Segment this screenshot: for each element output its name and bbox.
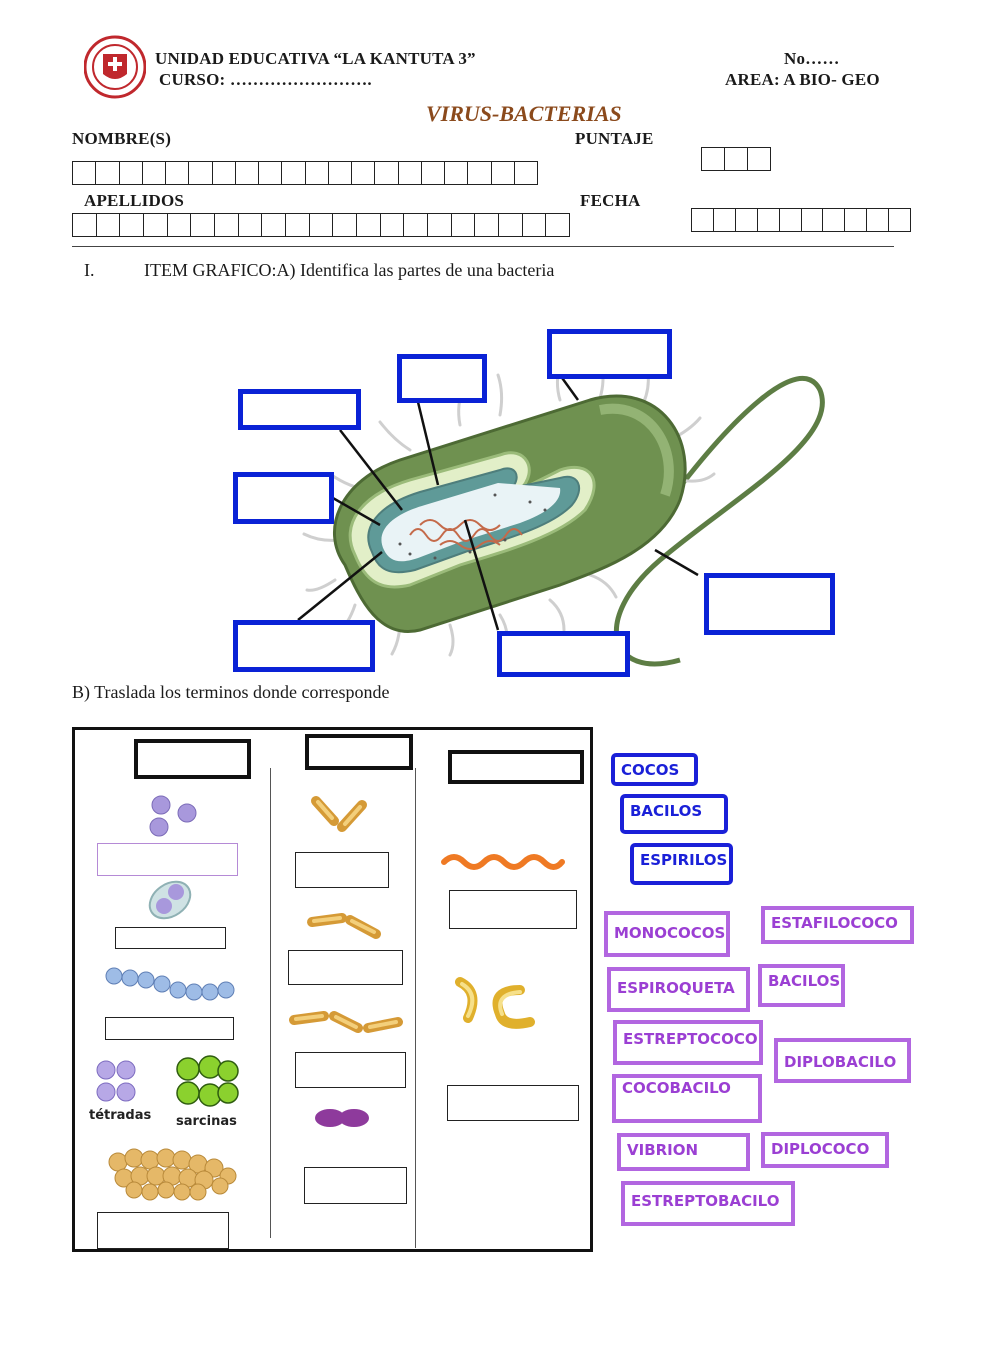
char-cell[interactable] (515, 162, 537, 184)
char-cell[interactable] (166, 162, 189, 184)
term-tag-diplobacilo[interactable]: DIPLOBACILO (774, 1038, 911, 1083)
char-cell[interactable] (352, 162, 375, 184)
char-cell[interactable] (802, 209, 824, 231)
sarcina-image (174, 1055, 240, 1113)
tetrad-label: tétradas (89, 1108, 152, 1123)
term-tag-cocobacilo[interactable]: COCOBACILO (612, 1074, 762, 1123)
score-input-boxes[interactable] (701, 147, 771, 171)
sarcina-label: sarcinas (176, 1114, 237, 1129)
char-cell[interactable] (725, 148, 748, 170)
char-cell[interactable] (422, 162, 445, 184)
char-cell[interactable] (428, 214, 452, 236)
term-tag-vibrion[interactable]: VIBRION (617, 1133, 750, 1171)
staphylococcus-image (104, 1146, 238, 1202)
char-cell[interactable] (310, 214, 334, 236)
char-cell[interactable] (239, 214, 263, 236)
char-cell[interactable] (492, 162, 515, 184)
streptobacillus-image (288, 1004, 404, 1038)
char-cell[interactable] (546, 214, 569, 236)
char-cell[interactable] (259, 162, 282, 184)
char-cell[interactable] (867, 209, 889, 231)
term-tag-cocos[interactable]: COCOS (611, 753, 698, 786)
surname-label: APELLIDOS (84, 191, 185, 210)
char-cell[interactable] (282, 162, 305, 184)
char-cell[interactable] (714, 209, 736, 231)
header-divider (72, 246, 894, 247)
diplobacillus-image (308, 793, 370, 837)
char-cell[interactable] (73, 162, 96, 184)
streptococcus-image (104, 964, 240, 1004)
date-label: FECHA (580, 191, 641, 210)
term-tag-espirilos[interactable]: ESPIRILOS (630, 843, 733, 885)
answer-slot-c1-1[interactable] (97, 843, 238, 876)
char-cell[interactable] (144, 214, 168, 236)
answer-slot-c1-2[interactable] (115, 927, 226, 949)
char-cell[interactable] (780, 209, 802, 231)
course-field: CURSO: ……………………. (159, 70, 372, 89)
answer-box-cell-wall[interactable] (238, 389, 361, 430)
term-tag-monococos[interactable]: MONOCOCOS (604, 911, 730, 957)
surname-input-boxes[interactable] (72, 213, 570, 237)
term-tag-estreptobacilo[interactable]: ESTREPTOBACILO (621, 1181, 795, 1226)
answer-slot-c2-2[interactable] (288, 950, 403, 985)
char-cell[interactable] (381, 214, 405, 236)
answer-box-membrane[interactable] (397, 354, 487, 403)
char-cell[interactable] (191, 214, 215, 236)
char-cell[interactable] (97, 214, 121, 236)
school-name: UNIDAD EDUCATIVA “LA KANTUTA 3” (155, 49, 476, 68)
char-cell[interactable] (404, 214, 428, 236)
char-cell[interactable] (189, 162, 212, 184)
answer-slot-c2-3[interactable] (295, 1052, 406, 1088)
char-cell[interactable] (468, 162, 491, 184)
vibrio-image (450, 972, 550, 1032)
char-cell[interactable] (73, 214, 97, 236)
char-cell[interactable] (748, 148, 770, 170)
answer-slot-c2-4[interactable] (304, 1167, 407, 1204)
char-cell[interactable] (499, 214, 523, 236)
section-number: I. (84, 260, 95, 280)
char-cell[interactable] (692, 209, 714, 231)
area-field: AREA: A BIO- GEO (725, 70, 880, 89)
char-cell[interactable] (736, 209, 758, 231)
answer-box-cytoplasm[interactable] (233, 620, 375, 672)
term-tag-diplococo[interactable]: DIPLOCOCO (761, 1132, 889, 1168)
column-divider-1 (270, 768, 271, 1238)
char-cell[interactable] (845, 209, 867, 231)
char-cell[interactable] (168, 214, 192, 236)
char-cell[interactable] (702, 148, 725, 170)
spirochete-image (440, 850, 566, 874)
char-cell[interactable] (375, 162, 398, 184)
section-b-instruction: B) Traslada los terminos donde corresponde (72, 682, 390, 702)
char-cell[interactable] (333, 214, 357, 236)
answer-slot-c1-4[interactable] (97, 1212, 229, 1249)
school-logo (84, 30, 146, 104)
char-cell[interactable] (96, 162, 119, 184)
char-cell[interactable] (329, 162, 352, 184)
name-label: NOMBRE(S) (72, 129, 172, 148)
char-cell[interactable] (286, 214, 310, 236)
answer-slot-c2-1[interactable] (295, 852, 389, 888)
term-tag-estreptococo[interactable]: ESTREPTOCOCO (613, 1020, 763, 1065)
char-cell[interactable] (306, 162, 329, 184)
answer-box-flagellum[interactable] (704, 573, 835, 635)
coccobacillus-image (312, 1106, 372, 1130)
category-slot-1[interactable] (134, 739, 251, 779)
answer-box-capsule[interactable] (233, 472, 334, 524)
date-input-boxes[interactable] (691, 208, 911, 232)
char-cell[interactable] (475, 214, 499, 236)
score-label: PUNTAJE (575, 129, 654, 148)
term-tag-estafilococo[interactable]: ESTAFILOCOCO (761, 906, 914, 944)
char-cell[interactable] (523, 214, 547, 236)
char-cell[interactable] (236, 162, 259, 184)
name-input-boxes[interactable] (72, 161, 538, 185)
char-cell[interactable] (120, 214, 144, 236)
char-cell[interactable] (758, 209, 780, 231)
category-slot-3[interactable] (448, 750, 584, 784)
term-tag-bacilos-2[interactable]: BACILOS (758, 964, 845, 1007)
diplococcus-image (142, 876, 198, 924)
column-divider-2 (415, 768, 416, 1248)
monococcus-image (145, 793, 205, 839)
answer-box-pili[interactable] (547, 329, 672, 379)
term-tag-espiroqueta[interactable]: ESPIROQUETA (607, 967, 750, 1012)
char-cell[interactable] (215, 214, 239, 236)
char-cell[interactable] (357, 214, 381, 236)
answer-box-dna[interactable] (497, 631, 630, 677)
char-cell[interactable] (889, 209, 910, 231)
answer-slot-c3-2[interactable] (447, 1085, 579, 1121)
char-cell[interactable] (213, 162, 236, 184)
answer-slot-c3-1[interactable] (449, 890, 577, 929)
bacillus-pair-image (306, 906, 382, 942)
char-cell[interactable] (452, 214, 476, 236)
page-title: VIRUS-BACTERIAS (426, 101, 622, 126)
char-cell[interactable] (399, 162, 422, 184)
char-cell[interactable] (262, 214, 286, 236)
section-a-instruction: ITEM GRAFICO:A) Identifica las partes de una bacteria (144, 260, 555, 280)
char-cell[interactable] (143, 162, 166, 184)
answer-slot-c1-3[interactable] (105, 1017, 234, 1040)
char-cell[interactable] (823, 209, 845, 231)
term-tag-bacilos[interactable]: BACILOS (620, 794, 728, 834)
char-cell[interactable] (120, 162, 143, 184)
char-cell[interactable] (445, 162, 468, 184)
tetrad-image (94, 1058, 140, 1106)
category-slot-2[interactable] (305, 734, 413, 770)
number-field: No…… (784, 49, 840, 68)
